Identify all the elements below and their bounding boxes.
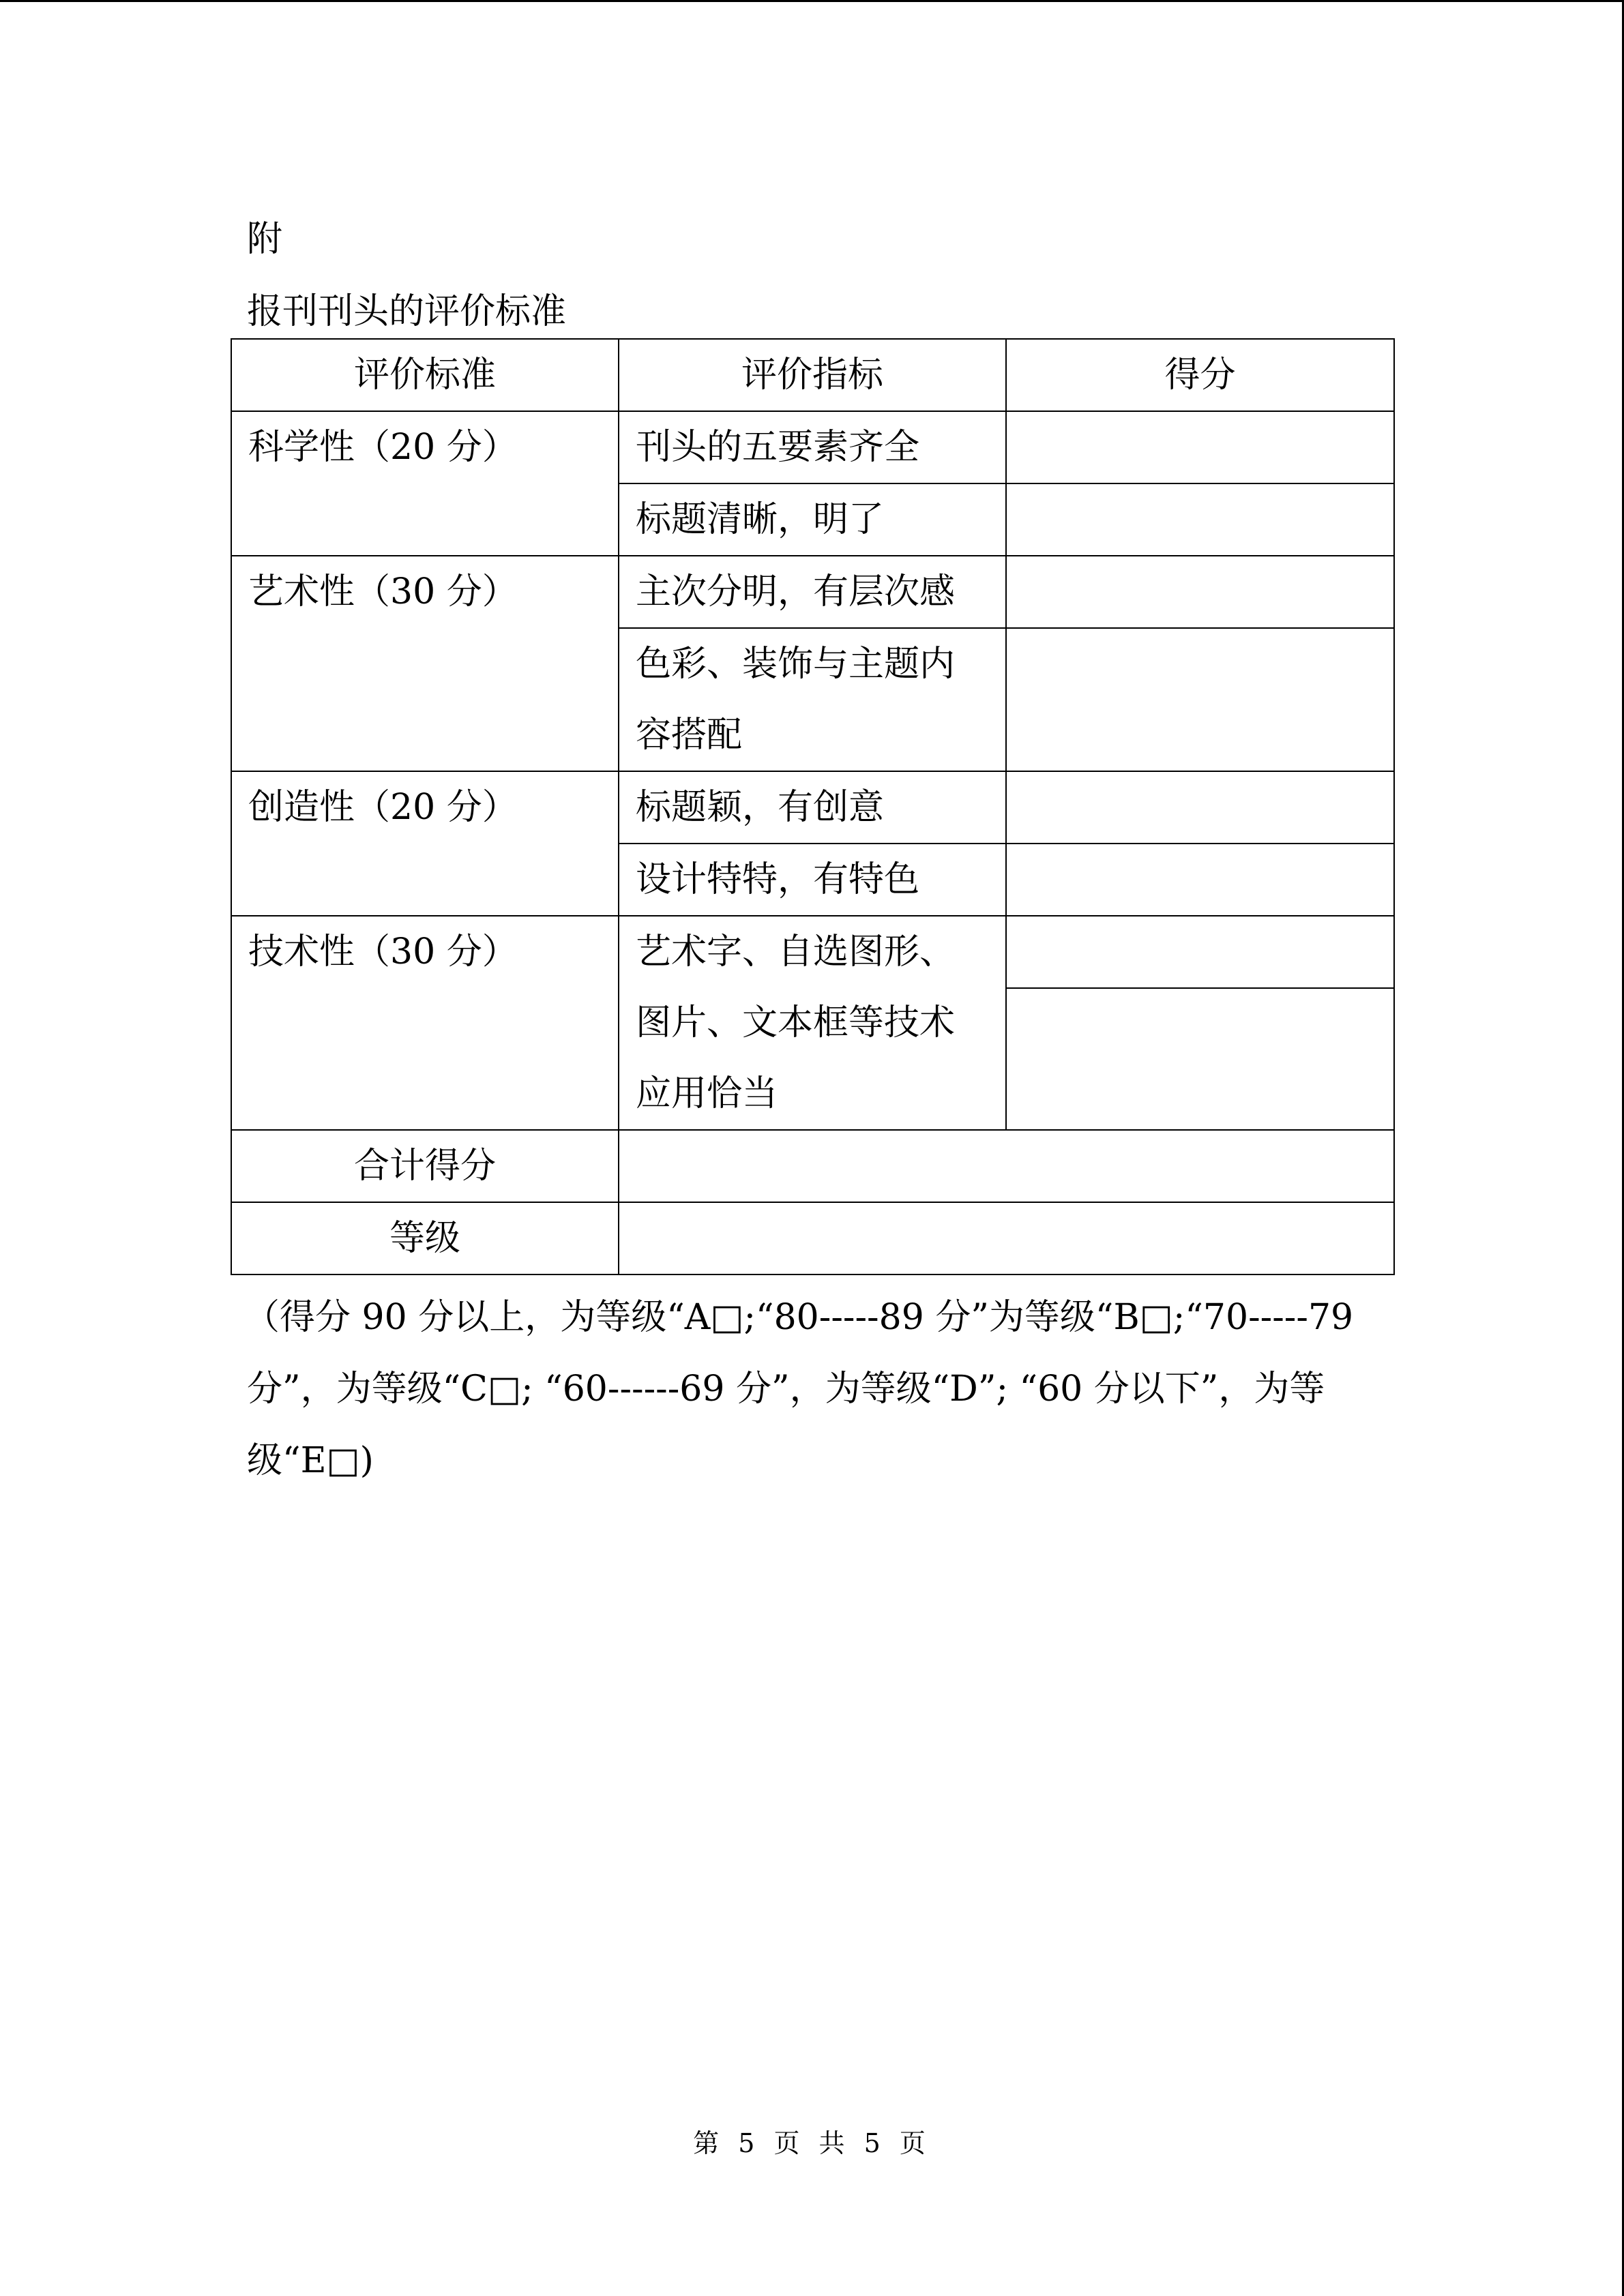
document-title: 报刊刊头的评价标准: [247, 291, 567, 332]
criterion-cell: 艺术性（30 分）: [231, 556, 619, 771]
total-label: 合计得分: [231, 1130, 619, 1202]
criterion-cell: 技术性（30 分）: [231, 916, 619, 1130]
header-criterion: 评价标准: [231, 339, 619, 411]
table-row: [231, 556, 1394, 628]
page-footer: 第 5 页 共 5 页: [693, 2128, 931, 2158]
criterion-cell: 创造性（20 分）: [231, 771, 619, 916]
total-row: [231, 1130, 1394, 1202]
score-cell: [1006, 411, 1394, 483]
header-score: 得分: [1006, 339, 1394, 411]
table-row: [231, 771, 1394, 844]
table-row: [231, 411, 1394, 483]
appendix-heading: 附: [247, 219, 283, 260]
top-border-line: [0, 0, 1624, 2]
evaluation-table: [231, 338, 1395, 1275]
grade-row: [231, 1202, 1394, 1274]
score-cell: [1006, 483, 1394, 556]
table-header-row: [231, 339, 1394, 411]
score-cell: [1006, 771, 1394, 844]
score-cell: [1006, 628, 1394, 771]
indicator-cell: 艺术字、自选图形、图片、文本框等技术应用恰当: [619, 916, 1006, 1130]
indicator-cell: 设计特特，有特色: [619, 844, 1006, 916]
indicator-cell: 色彩、装饰与主题内容搭配: [619, 628, 1006, 771]
indicator-cell: 刊头的五要素齐全: [619, 411, 1006, 483]
table-row: [231, 916, 1394, 988]
score-cell: [1006, 916, 1394, 988]
score-cell: [1006, 988, 1394, 1130]
indicator-cell: 标题颖，有创意: [619, 771, 1006, 844]
grade-label: 等级: [231, 1202, 619, 1274]
score-cell: [1006, 556, 1394, 628]
header-indicator: 评价指标: [619, 339, 1006, 411]
grading-note: （得分 90 分以上，为等级“A□;“80-----89 分”为等级“B□;“70-----79 分”，为等级“C□; “60------69 分”，为等级“D”; “60 分以下”，为等级“E□): [244, 1297, 1354, 1481]
grade-value-cell: [619, 1202, 1394, 1274]
total-score-cell: [619, 1130, 1394, 1202]
indicator-cell: 标题清晰，明了: [619, 483, 1006, 556]
score-cell: [1006, 844, 1394, 916]
criterion-cell: 科学性（20 分）: [231, 411, 619, 556]
indicator-cell: 主次分明，有层次感: [619, 556, 1006, 628]
